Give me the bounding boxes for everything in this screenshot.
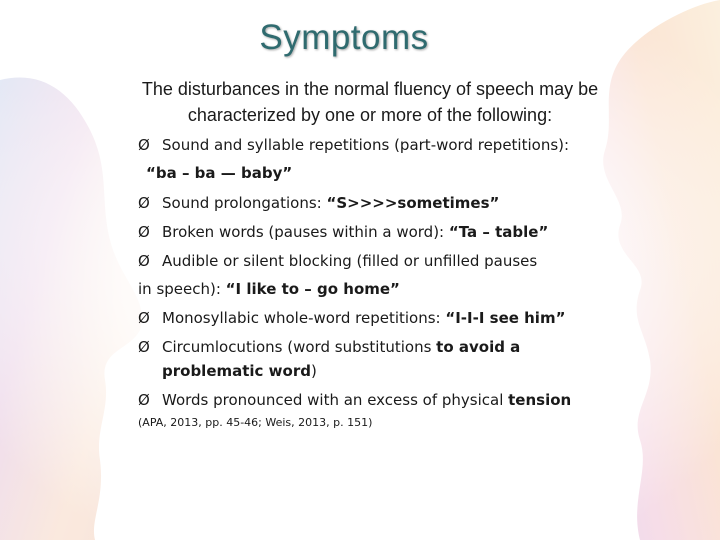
- item-emphasis: to avoid a: [436, 338, 521, 356]
- list-item: [138, 338, 520, 356]
- item-example: “Ta – table”: [448, 223, 549, 241]
- slide-title: Symptoms: [259, 18, 429, 57]
- list-item: [138, 223, 548, 241]
- item-example: “I-I-I see him”: [445, 309, 566, 327]
- item-text: Audible or silent blocking (filled or unfilled pauses: [162, 252, 538, 270]
- arrow-bullet-icon: Ø: [138, 309, 150, 327]
- list-item: [138, 194, 499, 212]
- item-emphasis: problematic word: [162, 362, 311, 380]
- list-item: [138, 252, 537, 270]
- arrow-bullet-icon: Ø: [138, 194, 150, 212]
- item-example: “S>>>>sometimes”: [326, 194, 500, 212]
- item-example: “ba – ba — baby”: [146, 164, 293, 182]
- item-text: Monosyllabic whole-word repetitions:: [162, 309, 446, 327]
- item-text: Sound prolongations:: [162, 194, 327, 212]
- item-text: Words pronounced with an excess of physical: [162, 391, 509, 409]
- arrow-bullet-icon: Ø: [138, 223, 150, 241]
- item-text: Sound and syllable repetitions (part-word repetitions):: [162, 136, 570, 154]
- list-item-continuation: [138, 280, 400, 298]
- arrow-bullet-icon: Ø: [138, 252, 150, 270]
- item-example: “I like to – go home”: [225, 280, 400, 298]
- item-emphasis: tension: [508, 391, 572, 409]
- arrow-bullet-icon: Ø: [138, 338, 150, 356]
- list-item-continuation: [162, 362, 317, 380]
- intro-paragraph: The disturbances in the normal fluency of speech may be characterized by one or more of the following:: [141, 79, 599, 125]
- item-text: ): [310, 362, 317, 380]
- item-text: Circumlocutions (word substitutions: [162, 338, 437, 356]
- arrow-bullet-icon: Ø: [138, 391, 150, 409]
- citation: (APA, 2013, pp. 45-46; Weis, 2013, p. 151): [138, 416, 373, 429]
- item-text: in speech):: [138, 280, 226, 298]
- arrow-bullet-icon: Ø: [138, 136, 150, 154]
- list-item: [138, 136, 569, 154]
- list-item: [138, 309, 565, 327]
- list-item: [138, 391, 571, 409]
- item-text: Broken words (pauses within a word):: [162, 223, 449, 241]
